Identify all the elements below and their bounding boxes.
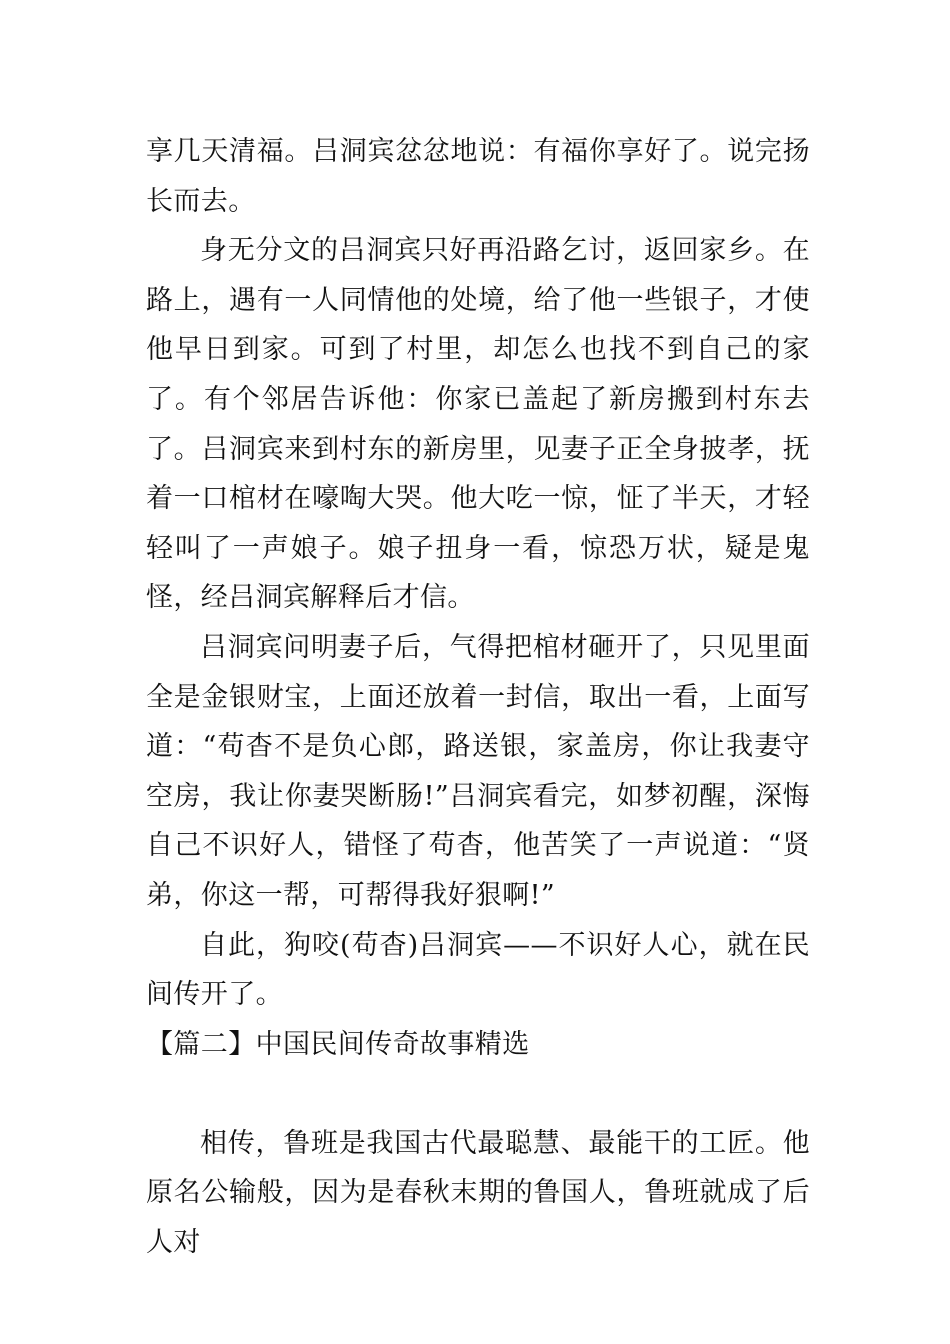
section-heading: 【篇二】中国民间传奇故事精选 (146, 1028, 530, 1060)
paragraph: 自此，狗咬(苟杳)吕洞宾——不识好人心，就在民间传开了。 (146, 929, 810, 1011)
body-text (146, 127, 810, 1268)
paragraph: 身无分文的吕洞宾只好再沿路乞讨，返回家乡。在路上，遇有一人同情他的处境，给了他一些银子，才使他早日到家。可到了村里，却怎么也找不到自己的家了。有个邻居告诉他：你家已盖起了新房搬到村东去了。吕洞宾来到村东的新房里，见妻子正全身披孝，抚着一口棺材在嚎啕大哭。他大吃一惊，怔了半天，才轻轻叫了一声娘子。娘子扭身一看，惊恐万状，疑是鬼怪，经吕洞宾解释后才信。 (146, 235, 810, 614)
paragraph: 相传，鲁班是我国古代最聪慧、最能干的工匠。他原名公输般，因为是春秋末期的鲁国人，鲁班就成了后人对 (146, 1127, 810, 1259)
paragraph: 享几天清福。吕洞宾忿忿地说：有福你享好了。说完扬长而去。 (146, 136, 810, 217)
blank-line (146, 1069, 810, 1119)
paragraph: 吕洞宾问明妻子后，气得把棺材砸开了，只见里面全是金银财宝，上面还放着一封信，取出一看，上面写道：“苟杳不是负心郎，路送银，家盖房，你让我妻守空房，我让你妻哭断肠!”吕洞宾看完，如梦初醒，深悔自己不识好人，错怪了苟杳，他苦笑了一声说道：“贤弟，你这一帮，可帮得我好狠啊!” (146, 631, 810, 911)
